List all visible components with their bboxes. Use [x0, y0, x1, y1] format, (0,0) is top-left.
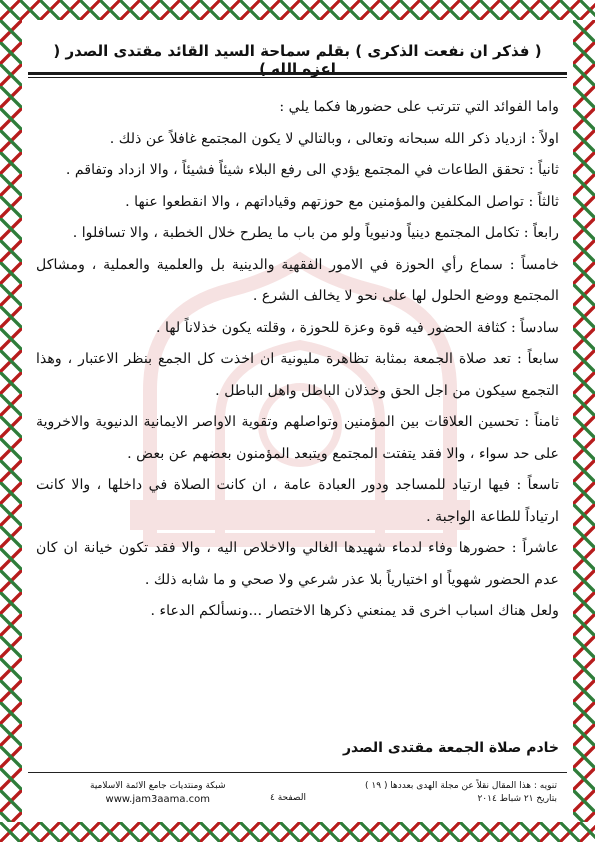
title-divider	[28, 72, 567, 75]
paragraph-benefit-10: عاشراً : حضورها وفاء لدماء شهيدها الغالي والاخلاص اليه ، والا فقد تكون خيانة ان كان عدم الحضور شهوياً او اختيارياً بلا عذر شرعي ولا صحي و ما شابه ذلك .	[36, 540, 559, 588]
paragraph-closing: ولعل هناك اسباب اخرى قد يمنعني ذكرها الاختصار ...ونسألكم الدعاء .	[150, 603, 559, 619]
footer-note	[365, 780, 557, 806]
paragraph-benefit-2: ثانياً : تحقق الطاعات في المجتمع يؤدي الى رفع البلاء شيئاً فشيئاً ، والا ازداد وتفاقم .	[65, 162, 559, 178]
signature: خادم صلاة الجمعة مقتدى الصدر	[342, 740, 559, 756]
website-link[interactable]: www.jam3aama.com	[105, 794, 210, 805]
paragraph-benefit-4: رابعاً : تكامل المجتمع دينياً ودنيوياً ولو من باب ما يطرح خلال الخطبة ، والا تسافلوا .	[72, 225, 559, 241]
footer-divider	[28, 772, 567, 773]
decorative-border-bottom	[0, 822, 595, 842]
page-title: ( فذكر ان نفعت الذكرى ) بقلم سماحة السيد القائد مقتدى الصدر ( اعزه الله )	[53, 42, 542, 78]
footer-note-line-1: تنويه : هذا المقال نقلاً عن مجلة الهدى بعددها ( ١٩ )	[365, 781, 557, 791]
paragraph-benefit-8: ثامناً : تحسين العلاقات بين المؤمنين وتواصلهم وتقوية الاواصر الايمانية الدنيوية والاخروية على حد سواء ، والا فقد يتفتت المجتمع ويتبعد المؤمنون بعضهم عن بعض .	[36, 414, 559, 462]
network-name: شبكة ومنتديات جامع الائمة الاسلامية	[90, 781, 226, 791]
title-divider-thin	[28, 77, 567, 78]
paragraph-benefit-3: ثالثاً : تواصل المكلفين والمؤمنين مع حوزتهم وقياداتهم ، والا انقطعوا عنها .	[125, 193, 559, 210]
paragraph-benefit-9: تاسعاً : فيها ارتياد للمساجد ودور العبادة عامة ، ان كانت الصلاة في داخلها ، والا كانت ارتياداً للطاعة الواجبة .	[36, 477, 559, 525]
page-number: الصفحة ٤	[270, 793, 306, 803]
paragraph-benefit-5: خامساً : سماع رأي الحوزة في الامور الفقهية والدينية بل والعلمية والعملية ، ومشاكل المجتمع ووضع الحلول لها على نحو لا يخالف الشرع .	[36, 256, 559, 304]
paragraph-benefit-6: سادساً : كثافة الحضور فيه قوة وعزة للحوزة ، وقلته يكون خذلاناً لها .	[156, 319, 559, 336]
article-body	[36, 92, 559, 628]
paragraph-benefit-7: سابعاً : تعد صلاة الجمعة بمثابة تظاهرة مليونية ان اخذت كل الجمع بنظر الاعتبار ، وهذا التجمع سيكون من اجل الحق وخذلان الباطل واهل الباطل .	[36, 351, 559, 399]
decorative-border-right	[573, 20, 595, 822]
paragraph-intro: واما الفوائد التي تترتب على حضورها فكما يلي :	[279, 99, 559, 115]
paragraph-benefit-1: اولاً : ازدياد ذكر الله سبحانه وتعالى ، وبالتالي لا يكون المجتمع غافلاً عن ذلك .	[109, 130, 559, 147]
footer-note-line-2: بتاريخ ٢١ شباط ٢٠١٤	[477, 794, 557, 804]
footer-network	[90, 780, 226, 806]
decorative-border-top	[0, 0, 595, 20]
decorative-border-left	[0, 20, 22, 822]
